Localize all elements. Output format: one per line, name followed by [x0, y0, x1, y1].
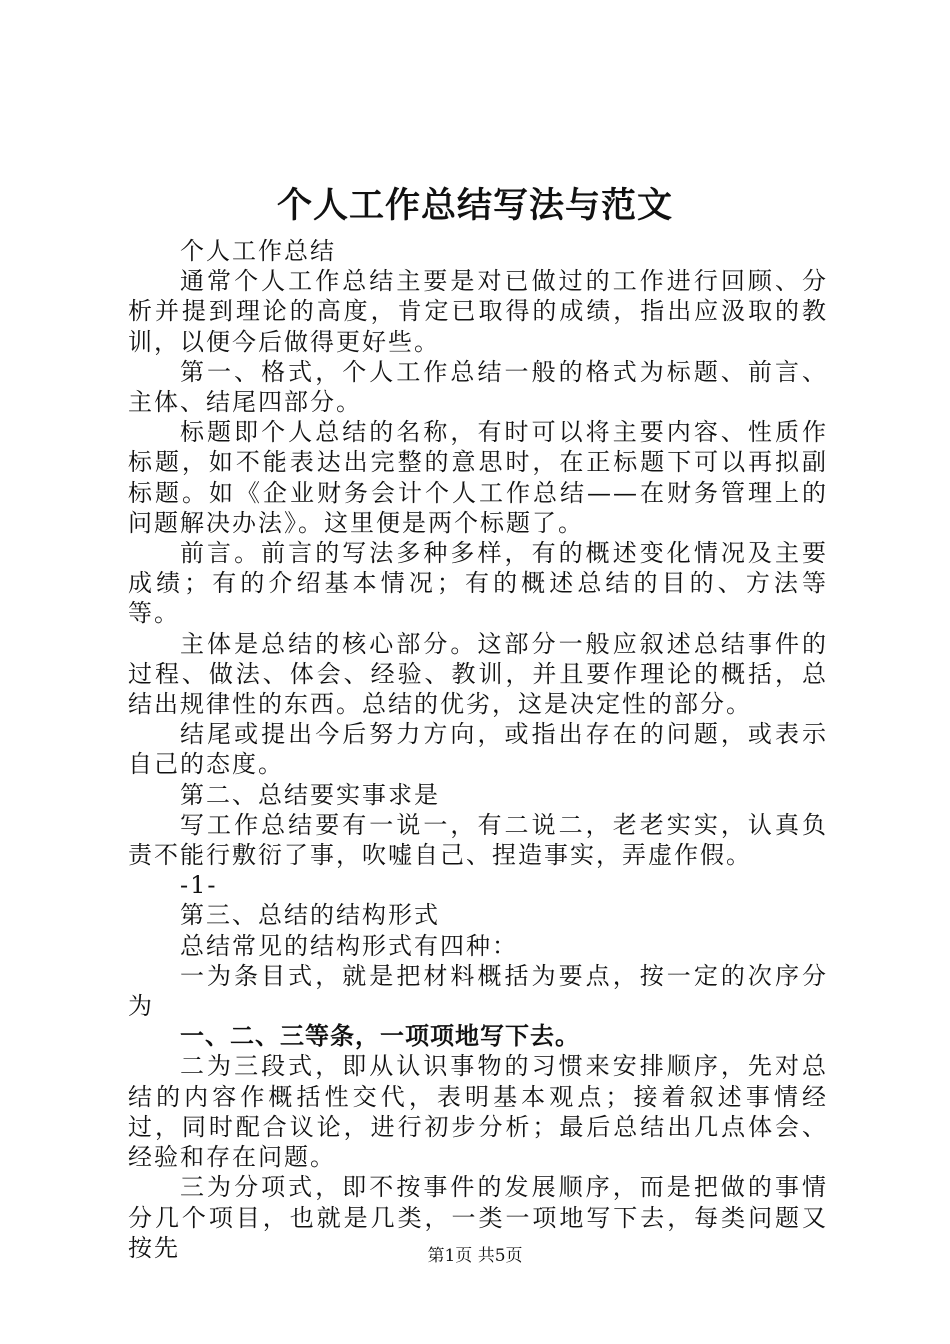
- paragraph: 主体是总结的核心部分。这部分一般应叙述总结事件的过程、做法、体会、经验、教训，并且要作理论的概括，总结出规律性的东西。总结的优劣，这是决定性的部分。: [128, 629, 828, 719]
- paragraph: 一为条目式，就是把材料概括为要点，按一定的次序分为: [128, 961, 828, 1021]
- paragraph: 二为三段式，即从认识事物的习惯来安排顺序，先对总结的内容作概括性交代，表明基本观点；接着叙述事情经过，同时配合议论，进行初步分析；最后总结出几点体会、经验和存在问题。: [128, 1052, 828, 1172]
- paragraph: -1-: [180, 871, 218, 900]
- paragraph: 三为分项式，即不按事件的发展顺序，而是把做的事情分几个项目，也就是几类，一类一项地写下去，每类问题又按先: [128, 1173, 828, 1262]
- paragraph: 第一、格式，个人工作总结一般的格式为标题、前言、主体、结尾四部分。: [128, 357, 828, 417]
- page-footer: 第1页 共5页: [427, 1246, 523, 1266]
- document-title: 个人工作总结写法与范文: [276, 185, 673, 226]
- paragraph: 前言。前言的写法多种多样，有的概述变化情况及主要成绩；有的介绍基本情况；有的概述总结的目的、方法等等。: [128, 539, 828, 628]
- paragraph: 一、二、三等条，一项项地写下去。: [180, 1021, 580, 1051]
- paragraph: 标题即个人总结的名称，有时可以将主要内容、性质作标题，如不能表达出完整的意思时，在正标题下可以再拟副标题。如《企业财务会计个人工作总结——在财务管理上的问题解决办法》。这里便是两个标题了。: [128, 418, 828, 537]
- paragraph: 写工作总结要有一说一，有二说二，老老实实，认真负责不能行敷衍了事，吹嘘自己、捏造事实，弄虚作假。: [128, 810, 828, 870]
- paragraph: 个人工作总结: [180, 237, 336, 265]
- paragraph: 第三、总结的结构形式: [180, 901, 440, 930]
- paragraph: 总结常见的结构形式有四种：: [180, 931, 518, 960]
- paragraph: 结尾或提出今后努力方向，或指出存在的问题，或表示自己的态度。: [128, 720, 828, 779]
- document-body: [128, 236, 828, 1263]
- paragraph: 第二、总结要实事求是: [180, 780, 440, 809]
- paragraph: 通常个人工作总结主要是对已做过的工作进行回顾、分析并提到理论的高度，肯定已取得的成绩，指出应汲取的教训，以便今后做得更好些。: [128, 267, 828, 356]
